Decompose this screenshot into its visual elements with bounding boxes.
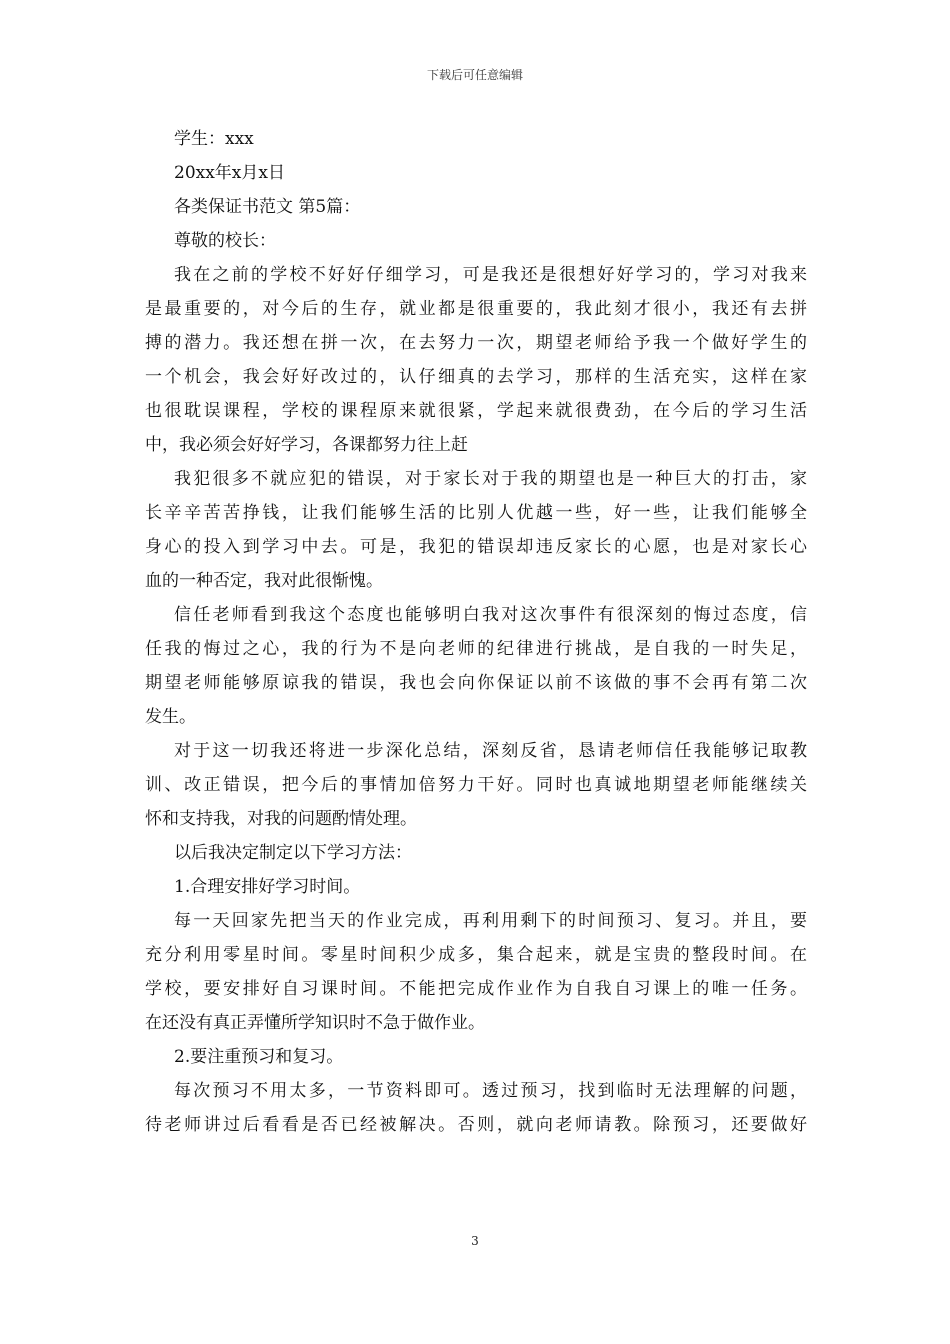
text-line: 2.要注重预习和复习。	[174, 1047, 344, 1067]
text-line: 长辛辛苦苦挣钱，让我们能够生活的比别人优越一些，好一些，让我们能够全	[145, 503, 807, 523]
text-line: 待老师讲过后看看是否已经被解决。否则，就向老师请教。除预习，还要做好	[145, 1115, 807, 1135]
text-line: 是最重要的，对今后的生存，就业都是很重要的，我此刻才很小，我还有去拼	[145, 299, 807, 319]
text-line: 也很耽误课程，学校的课程原来就很紧，学起来就很费劲，在今后的学习生活	[145, 401, 807, 421]
text-line: 各类保证书范文 第5篇：	[174, 197, 361, 217]
text-line: 学生：xxx	[174, 129, 254, 149]
text-line: 期望老师能够原谅我的错误，我也会向你保证以前不该做的事不会再有第二次	[145, 673, 807, 693]
text-line: 身心的投入到学习中去。可是，我犯的错误却违反家长的心愿，也是对家长心	[145, 537, 807, 557]
page-header: 下载后可任意编辑	[426, 68, 523, 82]
text-line: 尊敬的校长：	[174, 231, 276, 251]
text-line: 训、改正错误，把今后的事情加倍努力干好。同时也真诚地期望老师能继续关	[145, 775, 807, 795]
text-line: 我在之前的学校不好好仔细学习，可是我还是很想好好学习的，学习对我来	[174, 265, 807, 285]
text-line: 在还没有真正弄懂所学知识时不急于做作业。	[145, 1013, 485, 1033]
text-line: 充分利用零星时间。零星时间积少成多，集合起来，就是宝贵的整段时间。在	[145, 945, 807, 965]
text-line: 信任老师看到我这个态度也能够明白我对这次事件有很深刻的悔过态度，信	[174, 605, 807, 625]
text-line: 每次预习不用太多，一节资料即可。透过预习，找到临时无法理解的问题，	[174, 1081, 807, 1101]
page-number: 3	[471, 1234, 479, 1248]
text-line: 每一天回家先把当天的作业完成，再利用剩下的时间预习、复习。并且，要	[174, 911, 807, 931]
text-line: 以后我决定制定以下学习方法：	[174, 843, 412, 863]
text-line: 血的一种否定，我对此很惭愧。	[145, 571, 383, 591]
text-line: 20xx年x月x日	[174, 163, 285, 183]
text-line: 任我的悔过之心，我的行为不是向老师的纪律进行挑战，是自我的一时失足，	[145, 639, 807, 659]
text-line: 学校，要安排好自习课时间。不能把完成作业作为自我自习课上的唯一任务。	[145, 979, 807, 999]
text-line: 我犯很多不就应犯的错误，对于家长对于我的期望也是一种巨大的打击，家	[174, 469, 807, 489]
text-line: 一个机会，我会好好改过的，认仔细真的去学习，那样的生活充实，这样在家	[145, 367, 807, 387]
text-line: 对于这一切我还将进一步深化总结，深刻反省，恳请老师信任我能够记取教	[174, 741, 807, 761]
text-line: 搏的潜力。我还想在拼一次，在去努力一次，期望老师给予我一个做好学生的	[145, 333, 807, 353]
text-line: 发生。	[145, 707, 196, 727]
document-body	[145, 122, 807, 1142]
text-line: 1.合理安排好学习时间。	[174, 877, 361, 897]
text-line: 中，我必须会好好学习，各课都努力往上赶	[145, 435, 468, 455]
text-line: 怀和支持我，对我的问题酌情处理。	[145, 809, 417, 829]
